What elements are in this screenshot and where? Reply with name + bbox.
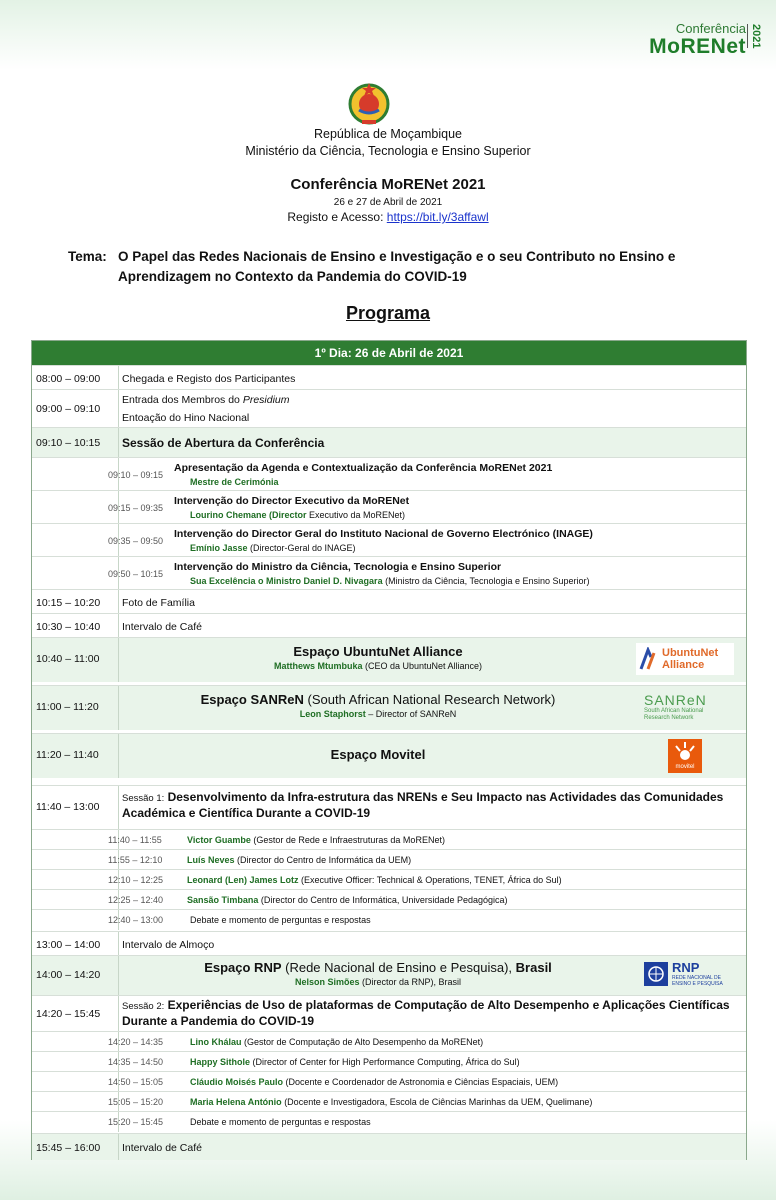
sponsor-title: Espaço UbuntuNet Alliance bbox=[293, 644, 463, 659]
table-row bbox=[32, 589, 746, 614]
theme-block bbox=[68, 247, 708, 287]
registration-link[interactable]: https://bit.ly/3affawl bbox=[386, 210, 489, 224]
movitel-icon bbox=[668, 739, 702, 765]
ubuntunet-logo-line2: Alliance bbox=[662, 659, 705, 671]
table-row bbox=[32, 909, 746, 930]
row-speaker: Debate e momento de perguntas e respostas bbox=[190, 915, 371, 925]
brand-logo bbox=[649, 21, 762, 58]
table-row bbox=[32, 389, 746, 428]
sponsor-block bbox=[118, 960, 638, 987]
sponsor-speaker: Nelson Simões (Director da RNP), Brasil bbox=[294, 977, 462, 987]
row-time: 14:00 – 14:20 bbox=[36, 969, 101, 981]
table-row bbox=[32, 869, 746, 890]
row-time: 14:20 – 14:35 bbox=[108, 1037, 164, 1047]
row-desc: Intervalo de Café bbox=[122, 1142, 202, 1154]
row-desc: Sessão de Abertura da Conferência bbox=[122, 436, 325, 450]
mozambique-emblem-icon bbox=[346, 80, 392, 126]
row-time: 11:20 – 11:40 bbox=[36, 749, 99, 761]
session-title: Sessão 2: Experiências de Uso de plataformas de Computação de Alto Desempenho e Aplicações Científicas Durante a Pandemia do COVID-19 bbox=[122, 998, 730, 1028]
table-row bbox=[32, 955, 746, 996]
table-row bbox=[32, 995, 746, 1032]
ministry-text: Ministério da Ciência, Tecnologia e Ensino Superior bbox=[245, 144, 531, 158]
brand-year: 2021 bbox=[747, 24, 762, 48]
row-time: 11:55 – 12:10 bbox=[108, 855, 163, 865]
table-row bbox=[32, 365, 746, 390]
row-speaker: Mestre de Cerimónia bbox=[190, 477, 279, 487]
table-row bbox=[32, 1051, 746, 1072]
row-speaker: Cláudio Moisés Paulo (Docente e Coordenador de Astronomia e Ciências Espaciais, UEM) bbox=[190, 1077, 559, 1087]
theme-label: Tema: bbox=[68, 249, 107, 264]
ubuntunet-logo-line1: UbuntuNet bbox=[662, 647, 719, 659]
row-time: 13:00 – 14:00 bbox=[36, 939, 101, 951]
row-speaker: Debate e momento de perguntas e respostas bbox=[190, 1117, 371, 1127]
brand-line2: MoRENet bbox=[649, 35, 746, 58]
header-institution bbox=[0, 126, 776, 160]
session-title: Sessão 1: Desenvolvimento da Infra-estrutura das NRENs e Seu Impacto nas Actividades das Comunidades Académica e Científica Durante a COVID-19 bbox=[122, 790, 724, 820]
programme-title: Programa bbox=[345, 303, 431, 323]
schedule-table bbox=[31, 340, 747, 1160]
conference-title: Conferência MoRENet 2021 bbox=[290, 176, 486, 193]
row-desc: Chegada e Registo dos Participantes bbox=[122, 373, 296, 385]
table-row bbox=[32, 1071, 746, 1092]
row-time: 10:30 – 10:40 bbox=[36, 621, 101, 633]
row-title: Intervenção do Ministro da Ciência, Tecnologia e Ensino Superior bbox=[174, 561, 502, 573]
registration-line bbox=[0, 210, 776, 224]
table-row bbox=[32, 457, 746, 491]
sponsor-block bbox=[118, 644, 638, 671]
row-time: 09:10 – 09:15 bbox=[108, 470, 164, 480]
sponsor-title: Espaço Movitel bbox=[330, 747, 426, 762]
conference-dates: 26 e 27 de Abril de 2021 bbox=[333, 197, 443, 208]
rnp-logo bbox=[644, 960, 728, 992]
row-time: 09:35 – 09:50 bbox=[108, 536, 164, 546]
table-row bbox=[32, 829, 746, 850]
row-desc: Foto de Família bbox=[122, 597, 195, 609]
row-time: 12:40 – 13:00 bbox=[108, 915, 164, 925]
sponsor-title: Espaço SANReN (South African National Research Network) bbox=[200, 692, 556, 707]
table-row bbox=[32, 637, 746, 682]
row-time: 10:15 – 10:20 bbox=[36, 597, 101, 609]
row-time: 09:15 – 09:35 bbox=[108, 503, 164, 513]
row-speaker: Emínio Jasse (Director-Geral do INAGE) bbox=[190, 543, 356, 553]
table-row bbox=[32, 733, 746, 778]
row-time: 08:00 – 09:00 bbox=[36, 373, 101, 385]
row-time: 09:00 – 09:10 bbox=[36, 403, 101, 415]
theme-text: O Papel das Redes Nacionais de Ensino e Investigação e o seu Contributo no Ensino e Aprendizagem no Contexto da Pandemia do COVID-19 bbox=[118, 249, 676, 284]
sanren-logo-sub: South African National Research Network bbox=[644, 708, 704, 721]
row-speaker: Victor Guambe (Gestor de Rede e Infraestruturas da MoRENet) bbox=[187, 835, 445, 845]
sponsor-speaker: Leon Staphorst – Director of SANReN bbox=[299, 709, 457, 719]
row-desc: Entoação do Hino Nacional bbox=[122, 412, 250, 424]
row-time: 14:50 – 15:05 bbox=[108, 1077, 164, 1087]
republic-text: República de Moçambique bbox=[313, 127, 462, 141]
row-time: 09:10 – 10:15 bbox=[36, 437, 101, 449]
rnp-logo-sub1: REDE NACIONAL DE bbox=[672, 975, 721, 981]
row-time: 15:05 – 15:20 bbox=[108, 1097, 164, 1107]
table-row bbox=[32, 931, 746, 956]
row-time: 15:20 – 15:45 bbox=[108, 1117, 164, 1127]
row-speaker: Lourino Chemane (Director Executivo da MoRENet) bbox=[190, 510, 406, 520]
sanren-logo bbox=[644, 692, 732, 722]
ubuntunet-icon bbox=[638, 647, 660, 671]
table-row bbox=[32, 1111, 746, 1132]
table-row bbox=[32, 556, 746, 590]
table-row bbox=[32, 613, 746, 638]
row-desc: Intervalo de Café bbox=[122, 621, 202, 633]
table-row bbox=[32, 427, 746, 458]
row-time: 12:10 – 12:25 bbox=[108, 875, 164, 885]
row-speaker: Luís Neves (Director do Centro de Informática da UEM) bbox=[187, 855, 412, 865]
rnp-icon bbox=[644, 962, 668, 986]
table-row bbox=[32, 785, 746, 830]
row-speaker: Sua Excelência o Ministro Daniel D. Nivagara (Ministro da Ciência, Tecnologia e Ensino Superior) bbox=[190, 576, 590, 586]
day-header: 1º Dia: 26 de Abril de 2021 bbox=[32, 341, 746, 365]
row-time: 11:00 – 11:20 bbox=[36, 701, 99, 713]
sponsor-block bbox=[118, 747, 638, 762]
row-time: 11:40 – 13:00 bbox=[36, 801, 100, 813]
row-time: 14:35 – 14:50 bbox=[108, 1057, 164, 1067]
sanren-logo-text: SANReN bbox=[644, 692, 707, 708]
row-desc: Entrada dos Membros do Presidium bbox=[122, 394, 290, 406]
registration-label: Registo e Acesso: bbox=[287, 210, 384, 224]
movitel-logo bbox=[668, 739, 702, 773]
row-title: Apresentação da Agenda e Contextualização da Conferência MoRENet 2021 bbox=[174, 462, 553, 474]
movitel-logo-text: movitel bbox=[675, 764, 695, 770]
sponsor-speaker: Matthews Mtumbuka (CEO da UbuntuNet Alliance) bbox=[273, 661, 483, 671]
brand-line1: Conferência bbox=[675, 21, 746, 36]
table-row bbox=[32, 1133, 746, 1160]
table-row bbox=[32, 849, 746, 870]
row-time: 11:40 – 11:55 bbox=[108, 835, 162, 845]
ubuntunet-logo bbox=[636, 643, 734, 675]
rnp-logo-text: RNP bbox=[672, 960, 700, 975]
row-time: 14:20 – 15:45 bbox=[36, 1008, 101, 1020]
row-time: 15:45 – 16:00 bbox=[36, 1142, 101, 1154]
row-title: Intervenção do Director Executivo da MoRENet bbox=[174, 495, 410, 507]
row-speaker: Sansão Timbana (Director do Centro de Informática, Universidade Pedagógica) bbox=[187, 895, 508, 905]
row-speaker: Lino Khálau (Gestor de Computação de Alto Desempenho da MoRENet) bbox=[190, 1037, 484, 1047]
sponsor-block bbox=[118, 692, 638, 719]
table-row bbox=[32, 685, 746, 730]
row-speaker: Maria Helena António (Docente e Investigadora, Escola de Ciências Marinhas da UEM, Quelimane) bbox=[190, 1097, 593, 1107]
table-row bbox=[32, 523, 746, 557]
table-row bbox=[32, 1091, 746, 1112]
table-row bbox=[32, 889, 746, 910]
sponsor-title: Espaço RNP (Rede Nacional de Ensino e Pesquisa), Brasil bbox=[204, 960, 552, 975]
table-row bbox=[32, 490, 746, 524]
row-time: 09:50 – 10:15 bbox=[108, 569, 164, 579]
row-speaker: Leonard (Len) James Lotz (Executive Officer: Technical & Operations, TENET, África do Sul) bbox=[187, 875, 562, 885]
row-time: 12:25 – 12:40 bbox=[108, 895, 164, 905]
row-time: 10:40 – 11:00 bbox=[36, 653, 100, 665]
row-desc: Intervalo de Almoço bbox=[122, 939, 215, 951]
row-speaker: Happy Sithole (Director of Center for High Performance Computing, África do Sul) bbox=[190, 1057, 520, 1067]
row-title: Intervenção do Director Geral do Instituto Nacional de Governo Electrónico (INAGE) bbox=[174, 528, 593, 540]
rnp-logo-sub2: ENSINO E PESQUISA bbox=[672, 981, 723, 987]
table-row bbox=[32, 1031, 746, 1052]
